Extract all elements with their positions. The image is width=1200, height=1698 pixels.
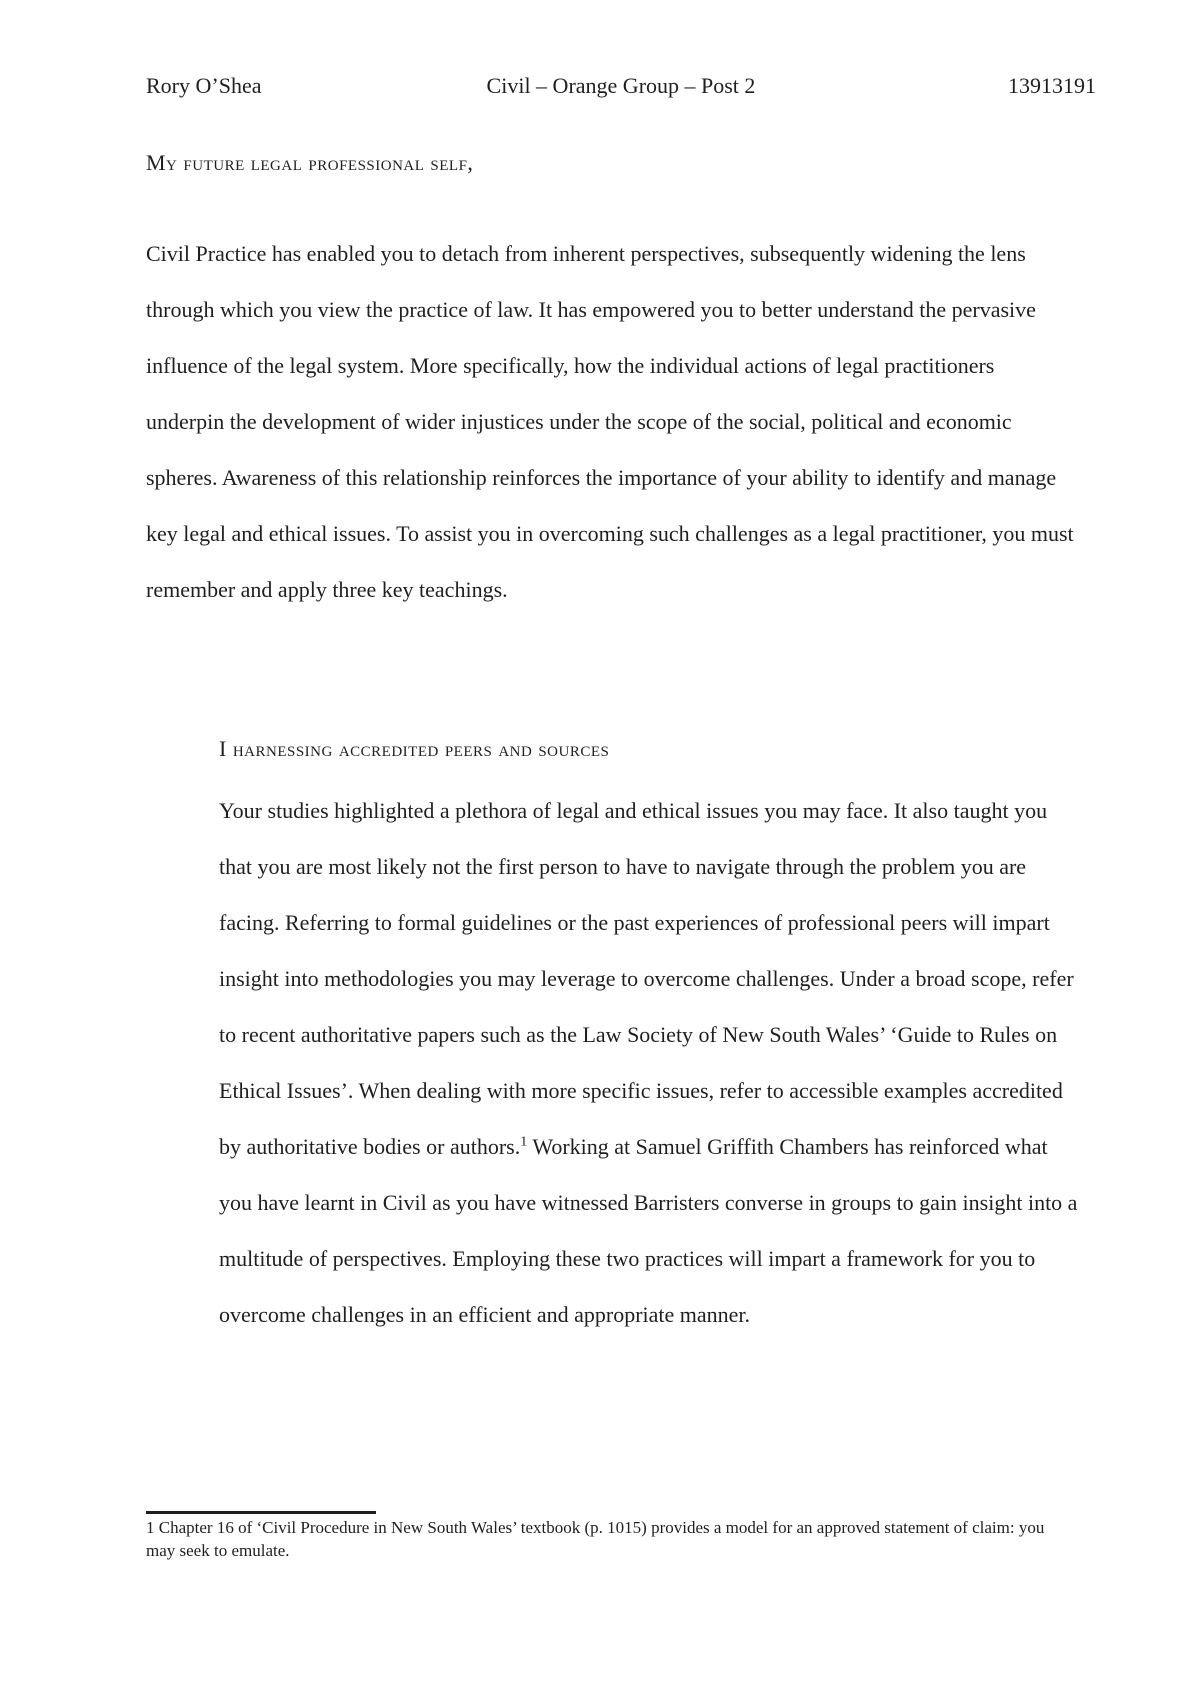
header-student-id: 13913191: [1008, 73, 1096, 98]
footnote-text: 1 Chapter 16 of ‘Civil Procedure in New South Wales’ textbook (p. 1015) provides a model for an approved statement of claim: you may seek to emulate.: [146, 1518, 1045, 1560]
header-course: Civil – Orange Group – Post 2: [486, 73, 756, 98]
header-author: Rory O’Shea: [146, 73, 262, 98]
section-body-part2: Working at Samuel Griffith Chambers has reinforced what you have learnt in Civil as you have witnessed Barristers converse in groups to gain insight into a multitude of perspectives. Employing these two practices will impart a framework for you to overcome challenges in an efficient and appropriate manner.: [219, 1134, 1078, 1327]
section-body-paragraph: [219, 783, 1079, 1343]
salutation: My future legal professional self,: [146, 150, 474, 175]
section-body-part1: Your studies highlighted a plethora of legal and ethical issues you may face. It also taught you that you are most likely not the first person to have to navigate through the problem you are facing. Referring to formal guidelines or the past experiences of professional peers will impart insight into methodologies you may leverage to overcome challenges. Under a broad scope, refer to recent authoritative papers such as the Law Society of New South Wales’ ‘Guide to Rules on Ethical Issues’. When dealing with more specific issues, refer to accessible examples accredited by authoritative bodies or authors.: [219, 798, 1074, 1159]
footnote-separator: [146, 1511, 376, 1514]
page-header: [146, 68, 1096, 104]
intro-paragraph: Civil Practice has enabled you to detach from inherent perspectives, subsequently widening the lens through which you view the practice of law. It has empowered you to better understand the pervasive influence of the legal system. More specifically, how the individual actions of legal practitioners underpin the development of wider injustices under the scope of the social, political and economic spheres. Awareness of this relationship reinforces the importance of your ability to identify and manage key legal and ethical issues. To assist you in overcoming such challenges as a legal practitioner, you must remember and apply three key teachings.: [146, 241, 1074, 602]
section-heading: I harnessing accredited peers and sources: [219, 736, 610, 761]
footnote-reference: 1: [520, 1134, 528, 1150]
